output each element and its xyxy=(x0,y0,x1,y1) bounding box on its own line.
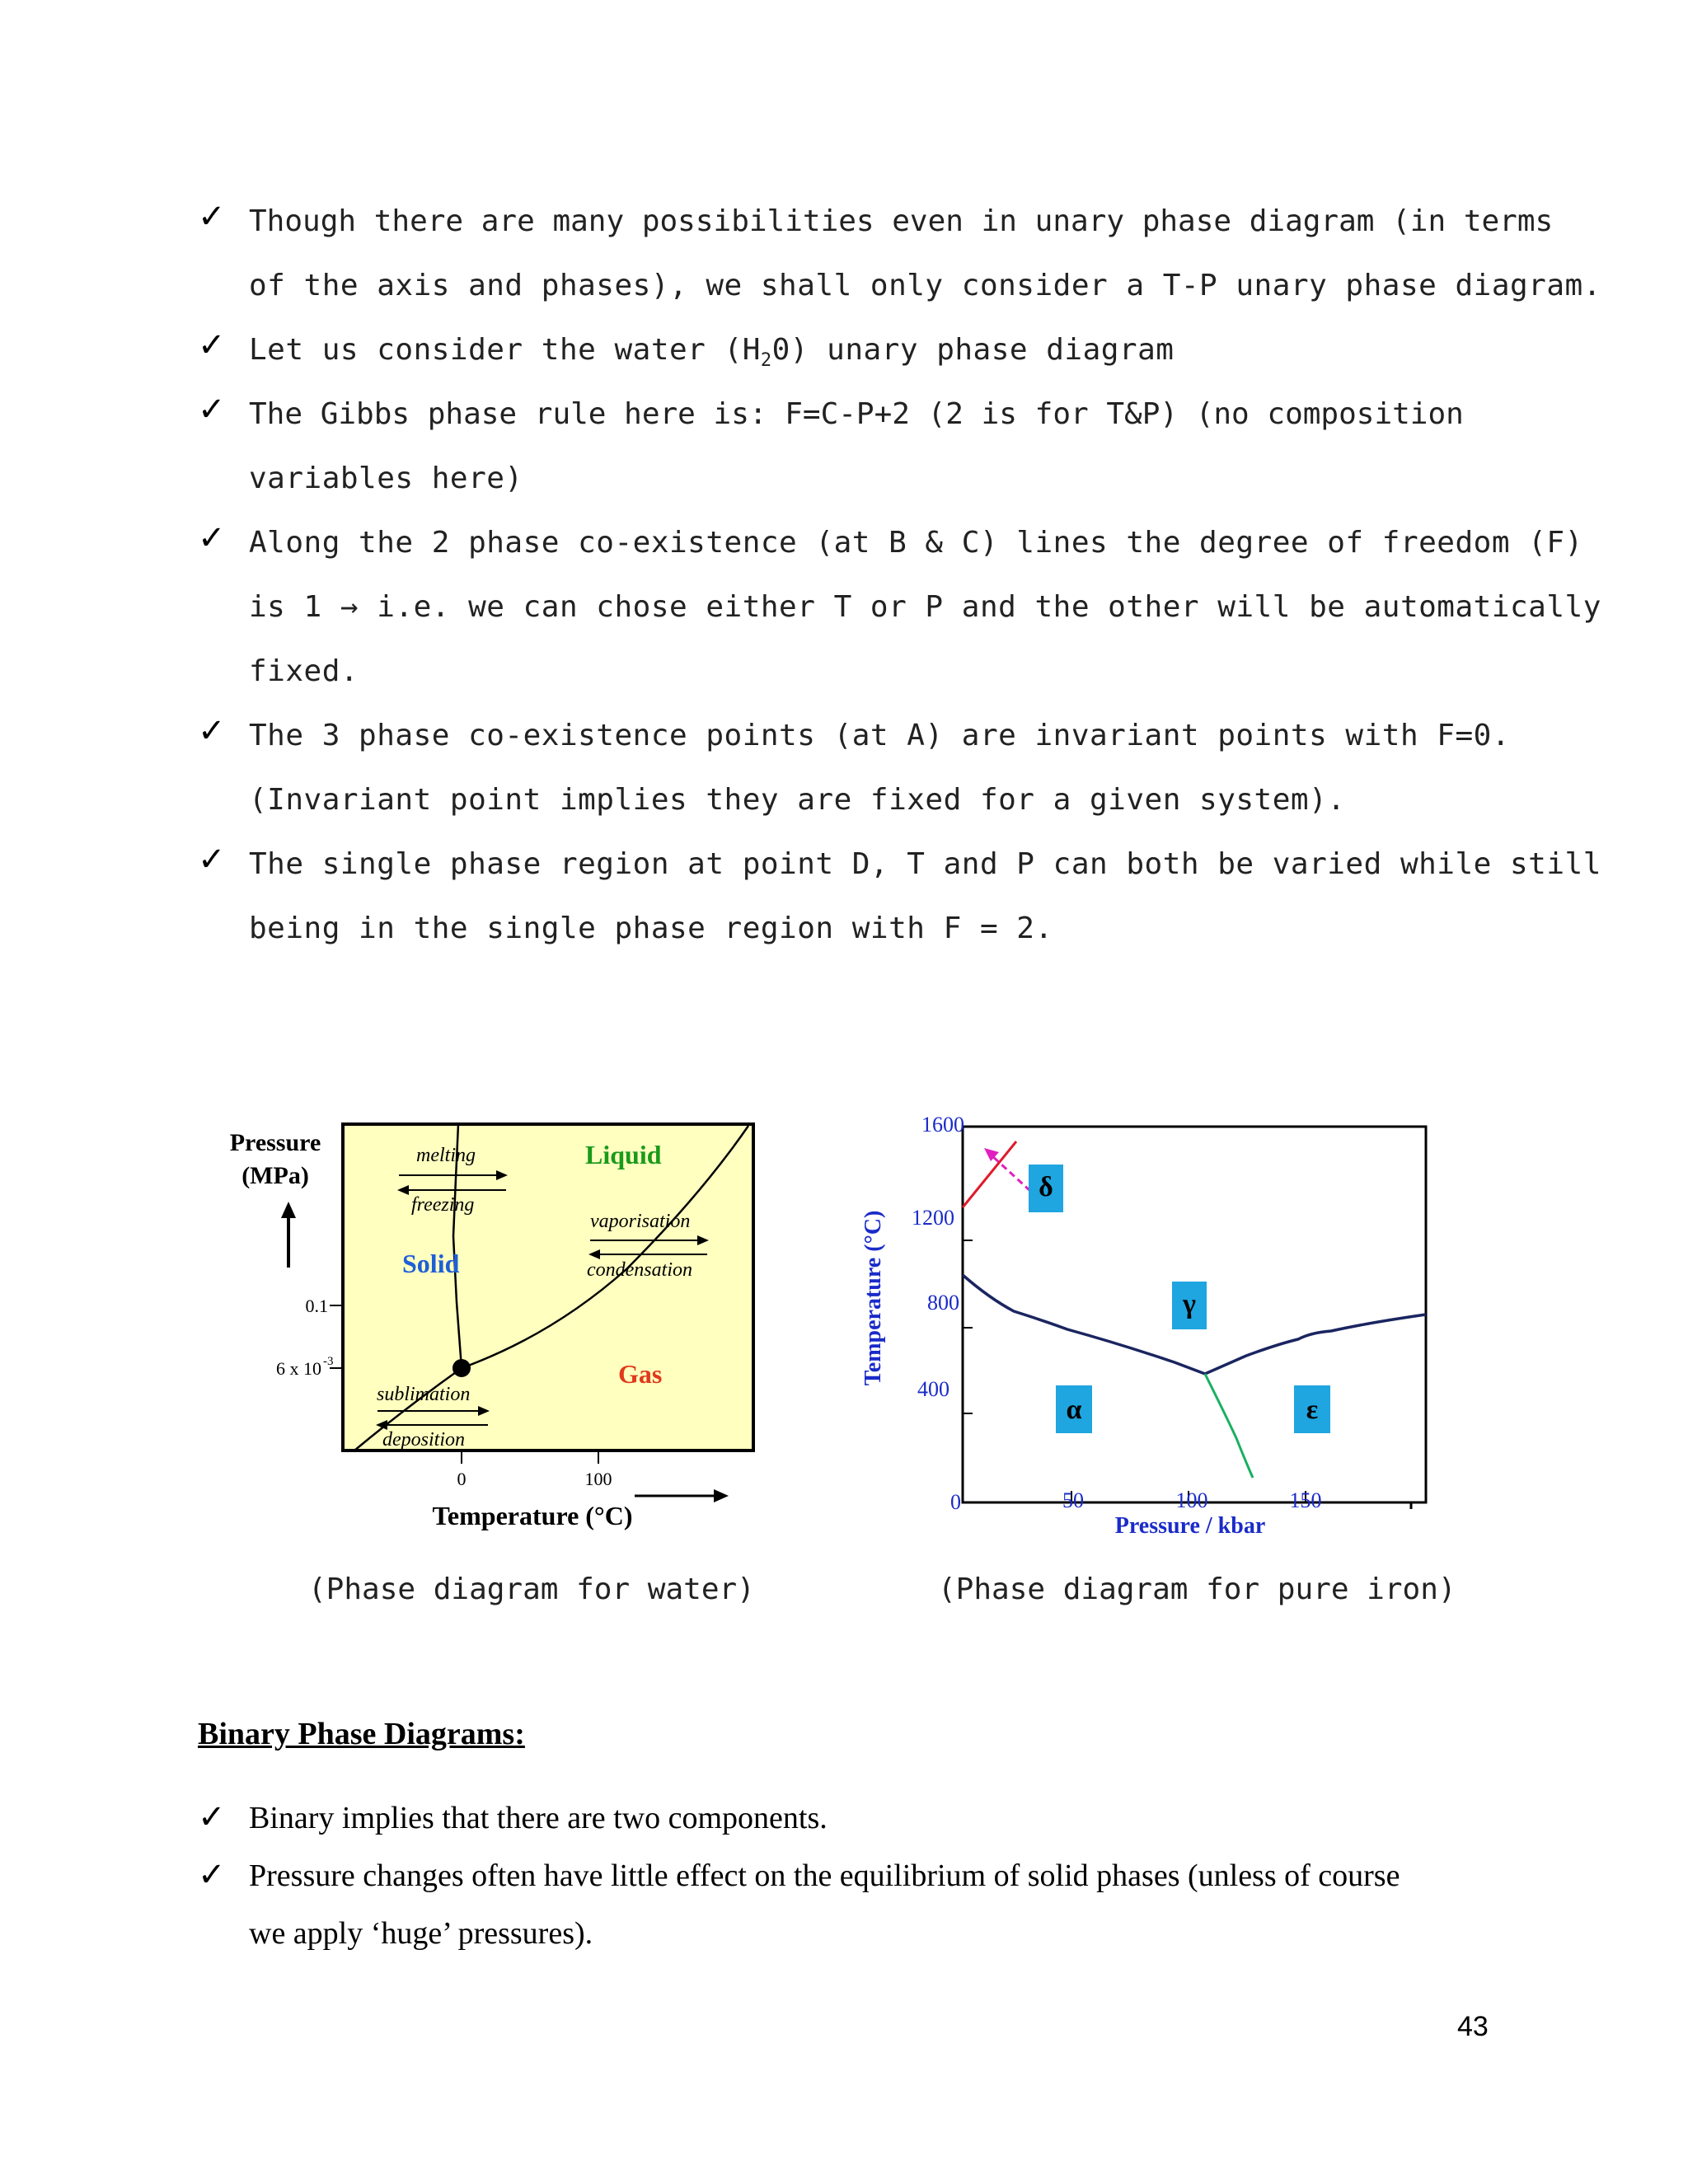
bullet-line: Though there are many possibilities even in unary phase diagram (in terms xyxy=(249,204,1554,238)
y-tick-label: 400 xyxy=(917,1377,950,1401)
y-tick-label: 0 xyxy=(950,1490,961,1514)
y-tick-exponent: -3 xyxy=(323,1355,334,1368)
figure-caption: (Phase diagram for pure iron) xyxy=(938,1572,1456,1606)
figure-caption: (Phase diagram for water) xyxy=(308,1572,755,1606)
check-icon: ✓ xyxy=(198,712,226,750)
liquid-region-label: Liquid xyxy=(585,1140,662,1169)
x-axis-title: Pressure / kbar xyxy=(1114,1513,1266,1539)
phase-label-gamma: γ xyxy=(1183,1289,1196,1319)
dashed-arrow xyxy=(991,1155,1030,1191)
bullet-line: Let us consider the water $(H_20)$ unary phase diagram xyxy=(249,333,1175,372)
bullet-line: The single phase region at point D, T and P can both be varied while still xyxy=(249,847,1601,881)
freezing-label: freezing xyxy=(411,1194,475,1216)
gas-region-label: Gas xyxy=(618,1359,663,1389)
deposition-label: deposition xyxy=(382,1429,465,1451)
bullet-line: of the axis and phases), we shall only consider a T-P unary phase diagram. xyxy=(249,269,1601,302)
bullet-line: fixed. xyxy=(249,654,359,688)
up-arrow-icon xyxy=(281,1202,296,1218)
bullet-line: is 1 → i.e. we can chose either T or P and the other will be automatically xyxy=(249,590,1601,624)
phase-label-epsilon: ε xyxy=(1306,1394,1319,1425)
y-tick-label: 800 xyxy=(927,1291,959,1315)
x-tick-label: 100 xyxy=(1175,1488,1208,1512)
x-tick-label: 150 xyxy=(1289,1488,1322,1512)
page-number: 43 xyxy=(1457,2011,1489,2042)
y-tick-label: 0.1 xyxy=(305,1296,328,1316)
check-icon: ✓ xyxy=(198,198,226,236)
y-axis-title: Pressure xyxy=(229,1129,321,1156)
y-tick-label: 1600 xyxy=(921,1113,964,1137)
check-icon: ✓ xyxy=(198,841,226,879)
bullet-line: Pressure changes often have little effect on the equilibrium of solid phases (unless of course xyxy=(249,1858,1400,1893)
x-tick-label: 50 xyxy=(1062,1488,1084,1512)
triple-point xyxy=(452,1359,471,1377)
water-phase-diagram xyxy=(206,1113,783,1541)
y-axis-title: (MPa) xyxy=(241,1162,309,1189)
x-tick-label: 0 xyxy=(457,1469,467,1489)
melting-label: melting xyxy=(416,1145,476,1166)
x-tick-label: 100 xyxy=(584,1469,612,1489)
phase-label-alpha: α xyxy=(1066,1394,1082,1425)
bullet-line: The 3 phase co-existence points (at A) are invariant points with F=0. xyxy=(249,719,1510,752)
bullet-line: The Gibbs phase rule here is: F=C-P+2 (2 is for T&P) (no composition xyxy=(249,397,1464,431)
bullet-line: Binary implies that there are two components. xyxy=(249,1801,828,1835)
check-icon: ✓ xyxy=(198,1856,226,1894)
check-icon: ✓ xyxy=(198,1798,226,1836)
iron-phase-diagram xyxy=(849,1100,1434,1545)
y-axis-title: Temperature (°C) xyxy=(860,1210,886,1386)
bullet-line: being in the single phase region with F = 2. xyxy=(249,912,1053,945)
check-icon: ✓ xyxy=(198,391,226,429)
y-tick-label: 1200 xyxy=(912,1206,954,1230)
bullet-line: (Invariant point implies they are fixed for a given system). xyxy=(249,783,1346,817)
vaporisation-label: vaporisation xyxy=(590,1211,691,1232)
sublimation-label: sublimation xyxy=(377,1384,471,1405)
bullet-line: Along the 2 phase co-existence (at B & C) lines the degree of freedom (F) xyxy=(249,526,1583,560)
section-heading: Binary Phase Diagrams: xyxy=(198,1717,525,1751)
condensation-label: condensation xyxy=(587,1259,692,1281)
right-arrow-icon xyxy=(714,1489,729,1502)
check-icon: ✓ xyxy=(198,519,226,557)
alpha-epsilon-boundary xyxy=(1205,1374,1253,1478)
x-axis-title: Temperature (°C) xyxy=(432,1501,633,1530)
bullet-line: variables here) xyxy=(249,462,523,495)
bullet-line: we apply ‘huge’ pressures). xyxy=(249,1916,593,1951)
check-icon: ✓ xyxy=(198,326,226,364)
phase-label-delta: δ xyxy=(1039,1172,1053,1202)
y-tick-label: 6 x 10 xyxy=(276,1358,321,1379)
solid-region-label: Solid xyxy=(402,1249,460,1278)
